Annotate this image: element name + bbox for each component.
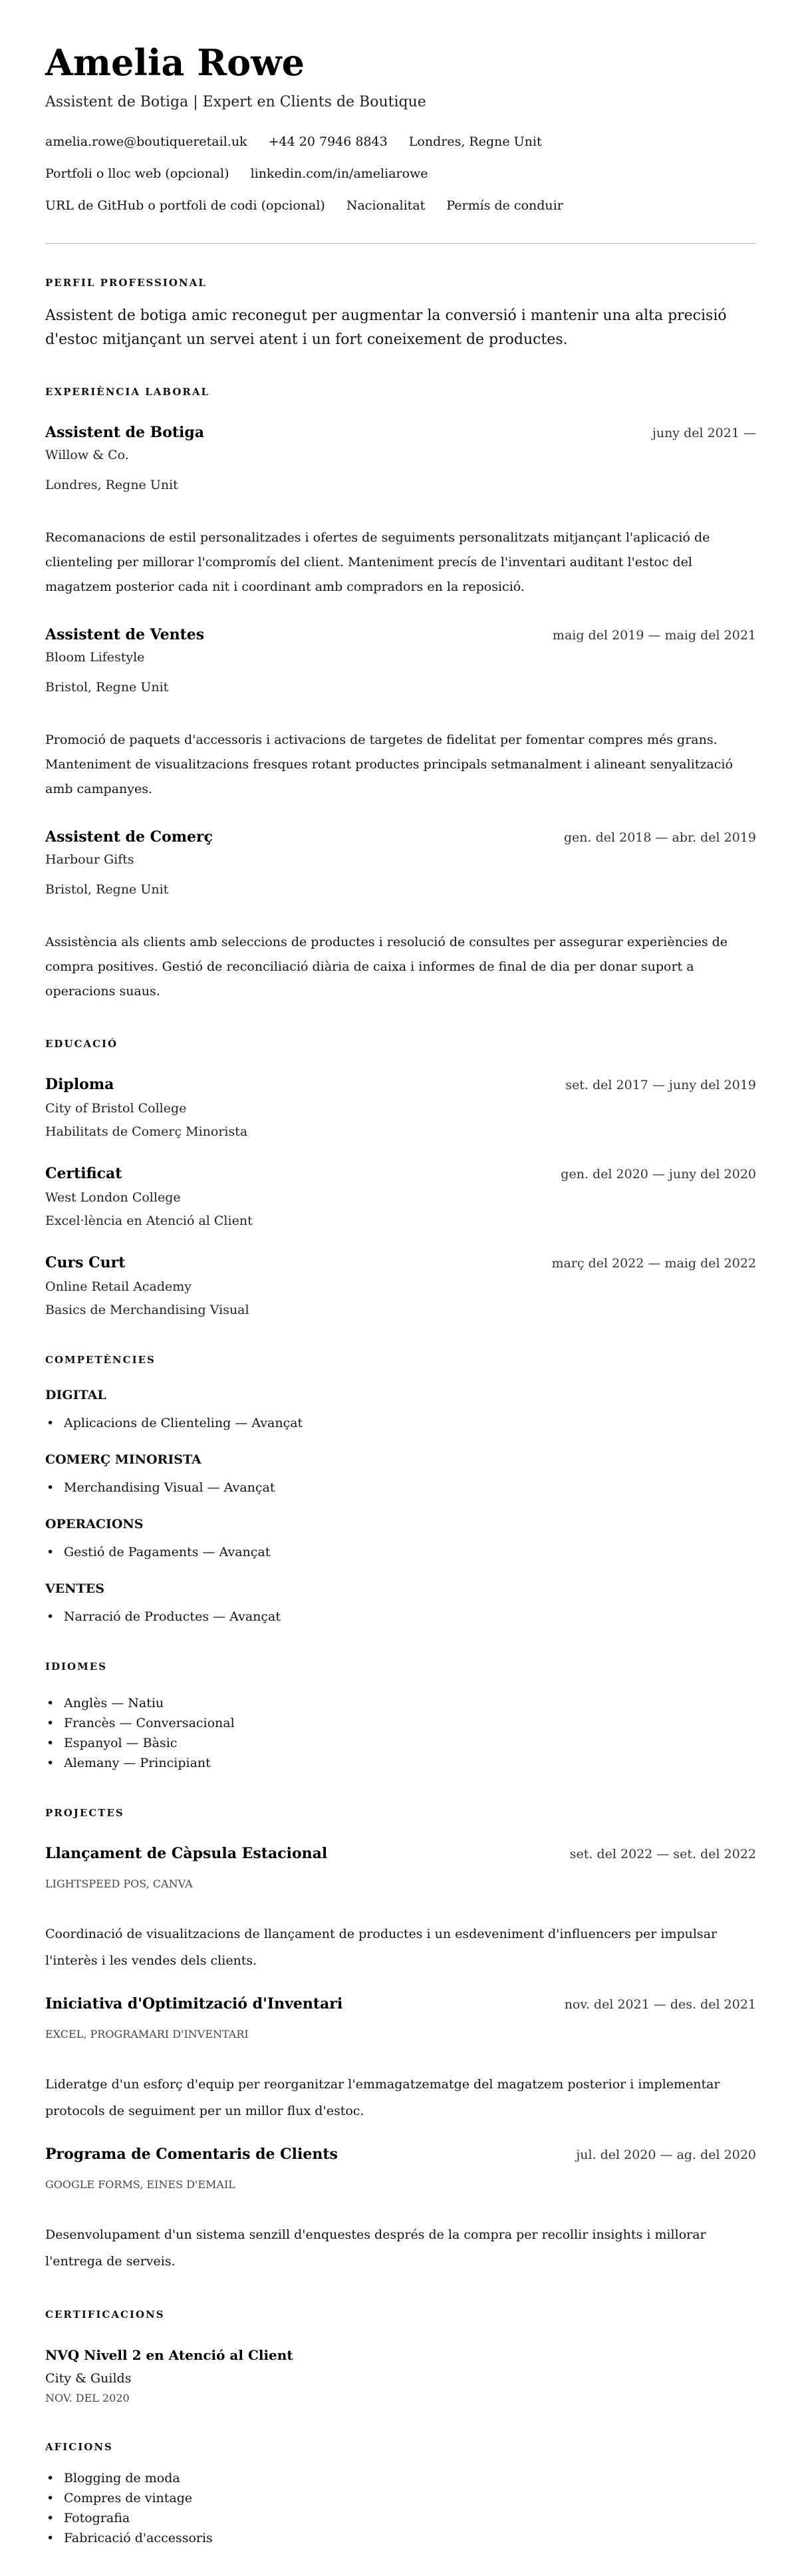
certifications-section [45, 2308, 756, 2407]
contact-line [45, 196, 756, 216]
degree: Curs Curt [45, 1254, 126, 1271]
education-item [45, 1164, 756, 1231]
job-description: Assistència als clients amb seleccions de productes i resolució de consultes per assegurar experiències de compra positives. Gestió de reconciliació diària de caixa i informes de final de dia per donar suport a operacions suaus. [45, 935, 728, 999]
education-dates: gen. del 2020 — juny del 2020 [561, 1167, 756, 1182]
contact-portfolio[interactable]: Portfoli o lloc web (opcional) [45, 166, 229, 181]
job-dates: gen. del 2018 — abr. del 2019 [563, 830, 756, 845]
skill-list [45, 1607, 756, 1627]
certification-date: NOV. DEL 2020 [45, 2392, 130, 2404]
institution: Online Retail Academy [45, 1279, 192, 1294]
experience-item [45, 625, 756, 802]
project-tools: GOOGLE FORMS, EINES D'EMAIL [45, 2178, 235, 2191]
degree: Certificat [45, 1165, 122, 1182]
contact-email[interactable]: amelia.rowe@boutiqueretail.uk [45, 134, 247, 149]
skill-item: • Narració de Productes — Avançat [45, 1607, 756, 1627]
contact-linkedin[interactable]: linkedin.com/in/ameliarowe [250, 166, 428, 181]
hobby-item: • Fabricació d'accessoris [45, 2528, 756, 2548]
institution: West London College [45, 1190, 181, 1205]
project-description: Lideratge d'un esforç d'equip per reorganitzar l'emmagatzematge del magatzem posterior i implementar protocols de seguiment per un millor flux d'estoc. [45, 2077, 720, 2118]
hobby-item: • Fotografia [45, 2508, 756, 2528]
language-item: • Alemany — Principiant [45, 1753, 756, 1773]
project-dates: set. del 2022 — set. del 2022 [569, 1847, 756, 1861]
project-item [45, 1844, 756, 1974]
certification-name: NVQ Nivell 2 en Atenció al Client [45, 2347, 293, 2363]
project-tools: EXCEL, PROGRAMARI D'INVENTARI [45, 2028, 249, 2040]
education-item [45, 1253, 756, 1320]
language-item: • Francès — Conversacional [45, 1713, 756, 1733]
contact-line [45, 132, 756, 152]
experience-item [45, 422, 756, 599]
project-title: Iniciativa d'Optimització d'Inventari [45, 1995, 343, 2012]
candidate-headline: Assistent de Botiga | Expert en Clients de Boutique [45, 94, 426, 110]
job-title: Assistent de Botiga [45, 424, 205, 441]
skills-section [45, 1353, 756, 1627]
contact-github[interactable]: URL de GitHub o portfoli de codi (opcional) [45, 198, 325, 213]
skill-category: DIGITAL [45, 1388, 106, 1402]
language-item: • Espanyol — Bàsic [45, 1733, 756, 1753]
field-of-study: Habilitats de Comerç Minorista [45, 1124, 248, 1139]
project-title: Programa de Comentaris de Clients [45, 2146, 338, 2163]
hobbies-section [45, 2440, 756, 2548]
job-title: Assistent de Ventes [45, 626, 205, 643]
project-description: Desenvolupament d'un sistema senzill d'enquestes després de la compra per recollir insights i millorar l'entrega de serveis. [45, 2227, 706, 2269]
language-list [45, 1693, 756, 1773]
job-company: Willow & Co. [45, 448, 129, 462]
skill-list [45, 1478, 756, 1498]
section-title: EXPERIÈNCIA LABORAL [45, 386, 210, 398]
job-description: Promoció de paquets d'accessoris i activacions de targetes de fidelitat per fomentar compres més grans. Manteniment de visualitzacions fresques rotant productes principals setmanalment i alineant senyalització amb campanyes. [45, 732, 733, 796]
job-location: Londres, Regne Unit [45, 478, 178, 492]
section-title: IDIOMES [45, 1661, 107, 1673]
hobby-item: • Blogging de moda [45, 2468, 756, 2488]
candidate-name: Amelia Rowe [45, 41, 305, 84]
languages-section [45, 1660, 756, 1773]
skill-item: • Merchandising Visual — Avançat [45, 1478, 756, 1498]
degree: Diploma [45, 1076, 114, 1093]
language-item: • Anglès — Natiu [45, 1693, 756, 1713]
contact-nationality: Nacionalitat [346, 198, 426, 213]
hobby-list [45, 2468, 756, 2548]
job-company: Harbour Gifts [45, 852, 134, 867]
education-section [45, 1037, 756, 1320]
certification-issuer: City & Guilds [45, 2371, 132, 2386]
certification-item [45, 2345, 756, 2407]
contact-driving-license: Permís de conduir [446, 198, 563, 213]
project-dates: jul. del 2020 — ag. del 2020 [576, 2148, 756, 2162]
project-dates: nov. del 2021 — des. del 2021 [564, 1997, 756, 2012]
project-item [45, 1994, 756, 2124]
field-of-study: Basics de Merchandising Visual [45, 1303, 249, 1317]
summary-section [45, 276, 756, 352]
contact-phone[interactable]: +44 20 7946 8843 [268, 134, 388, 149]
job-dates: maig del 2019 — maig del 2021 [552, 628, 756, 643]
field-of-study: Excel·lència en Atenció al Client [45, 1213, 253, 1228]
section-title: AFICIONS [45, 2441, 113, 2453]
job-company: Bloom Lifestyle [45, 650, 145, 665]
job-dates: juny del 2021 — [652, 426, 756, 440]
projects-section [45, 1806, 756, 2275]
skill-item: • Gestió de Pagaments — Avançat [45, 1542, 756, 1562]
hobby-item: • Compres de vintage [45, 2488, 756, 2508]
job-description: Recomanacions de estil personalitzades i ofertes de seguiments personalitzats mitjançant l'aplicació de clienteling per millorar l'compromís del client. Manteniment precís de l'inventari auditant l'estoc del magatzem posterior cada nit i coordinant amb compradors en la reposició. [45, 530, 710, 594]
institution: City of Bristol College [45, 1101, 187, 1116]
contact-location: Londres, Regne Unit [408, 134, 542, 149]
section-title: PROJECTES [45, 1807, 124, 1819]
job-location: Bristol, Regne Unit [45, 882, 169, 897]
project-title: Llançament de Càpsula Estacional [45, 1845, 328, 1862]
contact-line [45, 164, 756, 184]
education-item [45, 1074, 756, 1142]
job-location: Bristol, Regne Unit [45, 680, 169, 695]
skill-list [45, 1413, 756, 1433]
project-item [45, 2144, 756, 2275]
education-dates: set. del 2017 — juny del 2019 [565, 1078, 756, 1092]
section-title: PERFIL PROFESSIONAL [45, 277, 207, 289]
section-title: EDUCACIÓ [45, 1038, 118, 1050]
skill-list [45, 1542, 756, 1562]
skill-item: • Aplicacions de Clienteling — Avançat [45, 1413, 756, 1433]
resume-header [45, 43, 756, 216]
section-title: CERTIFICACIONS [45, 2309, 165, 2321]
experience-section [45, 385, 756, 1004]
summary-text: Assistent de botiga amic reconegut per augmentar la conversió i mantenir una alta precisió d'estoc mitjançant un servei atent i un fort coneixement de productes. [45, 307, 727, 348]
skill-category: OPERACIONS [45, 1517, 144, 1531]
project-description: Coordinació de visualitzacions de llançament de productes i un esdeveniment d'influencers per impulsar l'interès i les vendes dels clients. [45, 1927, 718, 1968]
skill-category: COMERÇ MINORISTA [45, 1452, 201, 1467]
header-divider [45, 243, 756, 244]
project-tools: LIGHTSPEED POS, CANVA [45, 1877, 193, 1890]
education-dates: març del 2022 — maig del 2022 [551, 1256, 756, 1271]
experience-item [45, 827, 756, 1004]
section-title: COMPETÈNCIES [45, 1354, 156, 1366]
skill-category: VENTES [45, 1581, 104, 1596]
job-title: Assistent de Comerç [45, 828, 213, 846]
